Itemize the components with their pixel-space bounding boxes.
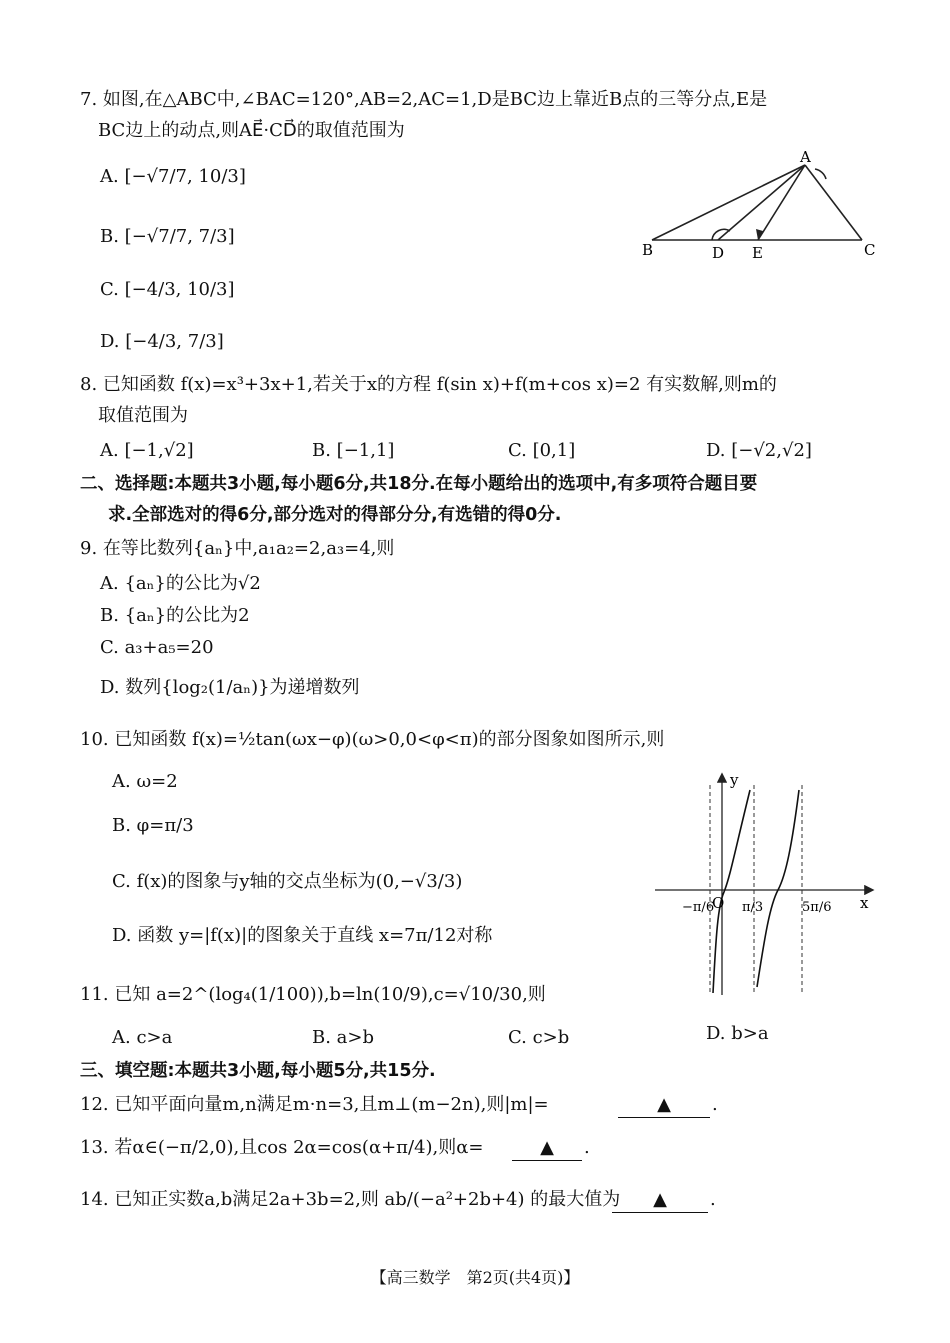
label-c: C bbox=[864, 241, 876, 259]
label-e: E bbox=[752, 244, 763, 262]
tan-branch-1 bbox=[713, 790, 750, 993]
tick-5pi-6: 5π/6 bbox=[802, 900, 832, 915]
tan-graph-figure bbox=[650, 765, 880, 1005]
q11-stem: 11. 已知 a=2^(log₄(1/100)),b=ln(10/9),c=√10/30,则 bbox=[80, 984, 546, 1005]
triangle-figure bbox=[630, 145, 890, 265]
q12-answer-blank[interactable]: ▲ bbox=[618, 1093, 710, 1118]
q10-option-b: B. φ=π/3 bbox=[112, 815, 194, 836]
q7-option-a: A. [−√7/7, 10/3] bbox=[100, 166, 246, 187]
q11-option-c: C. c>b bbox=[508, 1027, 570, 1048]
q13-stem: 13. 若α∈(−π/2,0),且cos 2α=cos(α+π/4),则α= bbox=[80, 1137, 484, 1158]
q7-option-c: C. [−4/3, 10/3] bbox=[100, 279, 235, 300]
page-footer: 【高三数学 第2页(共4页)】 bbox=[370, 1268, 580, 1287]
label-y: y bbox=[730, 771, 739, 789]
q13-end: . bbox=[584, 1137, 590, 1158]
q10-option-a: A. ω=2 bbox=[112, 771, 178, 792]
q7-option-b: B. [−√7/7, 7/3] bbox=[100, 226, 235, 247]
q12-end: . bbox=[712, 1094, 718, 1115]
q8-option-d: D. [−√2,√2] bbox=[706, 440, 812, 461]
q10-option-d: D. 函数 y=|f(x)|的图象关于直线 x=7π/12对称 bbox=[112, 925, 493, 946]
q11-option-a: A. c>a bbox=[112, 1027, 173, 1048]
q8-stem-line2: 取值范围为 bbox=[98, 405, 188, 426]
tick-pi-3: π/3 bbox=[742, 900, 764, 915]
q8-option-b: B. [−1,1] bbox=[312, 440, 395, 461]
section2-line1: 二、选择题:本题共3小题,每小题6分,共18分.在每小题给出的选项中,有多项符合题目要 bbox=[80, 474, 758, 494]
q14-end: . bbox=[710, 1189, 716, 1210]
q7-stem-line2: BC边上的动点,则AE⃗·CD⃗的取值范围为 bbox=[98, 120, 405, 141]
q14-answer-blank[interactable]: ▲ bbox=[612, 1188, 708, 1213]
q7-stem-line1: 7. 如图,在△ABC中,∠BAC=120°,AB=2,AC=1,D是BC边上靠近B点的三等分点,E是 bbox=[80, 89, 768, 110]
q10-stem: 10. 已知函数 f(x)=½tan(ωx−φ)(ω>0,0<φ<π)的部分图象如图所示,则 bbox=[80, 729, 665, 750]
q11-option-d: D. b>a bbox=[706, 1023, 769, 1044]
q9-stem: 9. 在等比数列{aₙ}中,a₁a₂=2,a₃=4,则 bbox=[80, 538, 395, 559]
section3-title: 三、填空题:本题共3小题,每小题5分,共15分. bbox=[80, 1061, 436, 1081]
label-origin: O bbox=[712, 894, 725, 912]
label-x: x bbox=[860, 894, 869, 912]
label-b: B bbox=[642, 241, 654, 259]
q11-option-b: B. a>b bbox=[312, 1027, 375, 1048]
q8-stem-line1: 8. 已知函数 f(x)=x³+3x+1,若关于x的方程 f(sin x)+f(m+cos x)=2 有实数解,则m的 bbox=[80, 374, 777, 395]
tan-branch-2 bbox=[757, 790, 799, 987]
q8-option-a: A. [−1,√2] bbox=[100, 440, 194, 461]
q14-stem: 14. 已知正实数a,b满足2a+3b=2,则 ab/(−a²+2b+4) 的最大值为 bbox=[80, 1189, 621, 1210]
label-d: D bbox=[712, 244, 725, 262]
segment-ad bbox=[718, 165, 805, 240]
q9-option-b: B. {aₙ}的公比为2 bbox=[100, 605, 250, 626]
section2-line2: 求.全部选对的得6分,部分选对的得部分分,有选错的得0分. bbox=[108, 505, 562, 525]
q9-option-a: A. {aₙ}的公比为√2 bbox=[100, 573, 261, 594]
q10-option-c: C. f(x)的图象与y轴的交点坐标为(0,−√3/3) bbox=[112, 871, 463, 892]
q13-answer-blank[interactable]: ▲ bbox=[512, 1136, 582, 1161]
q7-option-d: D. [−4/3, 7/3] bbox=[100, 331, 224, 352]
q9-option-c: C. a₃+a₅=20 bbox=[100, 637, 214, 658]
q9-option-d: D. 数列{log₂(1/aₙ)}为递增数列 bbox=[100, 677, 360, 698]
q8-option-c: C. [0,1] bbox=[508, 440, 576, 461]
q12-stem: 12. 已知平面向量m,n满足m·n=3,且m⊥(m−2n),则|m|= bbox=[80, 1094, 549, 1115]
side-ac bbox=[805, 165, 862, 240]
tick-neg-pi-6: −π/6 bbox=[682, 900, 715, 915]
angle-mark-a bbox=[815, 169, 826, 179]
label-a: A bbox=[800, 148, 811, 166]
